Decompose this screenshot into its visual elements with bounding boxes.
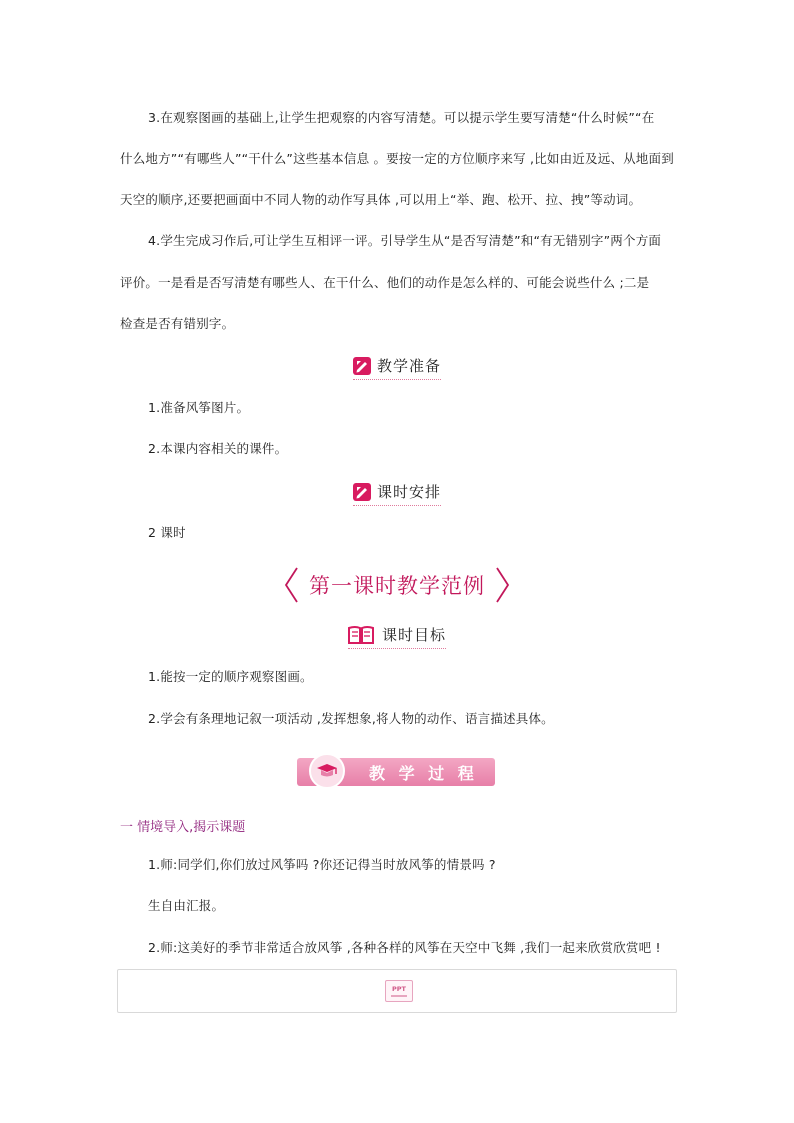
part-1-line-3: 2.师:这美好的季节非常适合放风筝 ,各种各样的风筝在天空中飞舞 ,我们一起来欣赏欣赏吧 ! (148, 940, 661, 955)
paragraph-4-line-1: 4.学生完成习作后,可让学生互相评一评。引导学生从“是否写清楚”和“有无错别字”两个方面 (148, 233, 662, 248)
pencil-icon (353, 483, 371, 501)
schedule-value: 2 课时 (148, 525, 186, 540)
paragraph-4-line-2: 评价。一是看是否写清楚有哪些人、在干什么、他们的动作是怎么样的、可能会说些什么 ;二是 (120, 275, 650, 290)
part-1-heading: 一 情境导入,揭示课题 (120, 820, 246, 835)
graduation-cap-icon (309, 753, 345, 789)
section-prep-header (0, 355, 794, 380)
prep-item-1: 1.准备风筝图片。 (148, 400, 250, 415)
goal-item-1: 1.能按一定的顺序观察图画。 (148, 669, 313, 684)
section-schedule-header (0, 481, 794, 506)
ppt-label: PPT (392, 985, 406, 993)
lesson-title-row (0, 566, 794, 604)
paragraph-3-line-3: 天空的顺序,还要把画面中不同人物的动作写具体 ,可以用上“举、跑、松开、拉、拽”等动词。 (120, 192, 642, 207)
section-goals-header (0, 624, 794, 649)
paragraph-4-line-3: 检查是否有错别字。 (120, 316, 235, 331)
left-bracket-icon (283, 566, 299, 604)
book-icon (348, 625, 374, 645)
lesson-title: 第一课时教学范例 (309, 574, 485, 598)
section-goals-title: 课时目标 (381, 626, 446, 644)
paragraph-3-line-1: 3.在观察图画的基础上,让学生把观察的内容写清楚。可以提示学生要写清楚“什么时候”“在 (148, 110, 655, 125)
ppt-placeholder (117, 969, 677, 1013)
prep-item-2: 2.本课内容相关的课件。 (148, 441, 288, 456)
pencil-icon (353, 357, 371, 375)
part-1-line-2: 生自由汇报。 (148, 898, 225, 913)
section-prep-title: 教学准备 (376, 357, 441, 375)
right-bracket-icon (495, 566, 511, 604)
goal-item-2: 2.学会有条理地记叙一项活动 ,发挥想象,将人物的动作、语言描述具体。 (148, 711, 554, 726)
ppt-bar (391, 995, 407, 997)
ppt-icon (385, 980, 413, 1002)
part-1-line-1: 1.师:同学们,你们放过风筝吗 ?你还记得当时放风筝的情景吗 ? (148, 857, 496, 872)
process-banner (297, 758, 495, 786)
paragraph-3-line-2: 什么地方”“有哪些人”“干什么”这些基本信息 。要按一定的方位顺序来写 ,比如由近及远、从地面到 (120, 151, 674, 166)
section-schedule-title: 课时安排 (376, 483, 441, 501)
process-banner-title: 教 学 过 程 (369, 763, 478, 783)
